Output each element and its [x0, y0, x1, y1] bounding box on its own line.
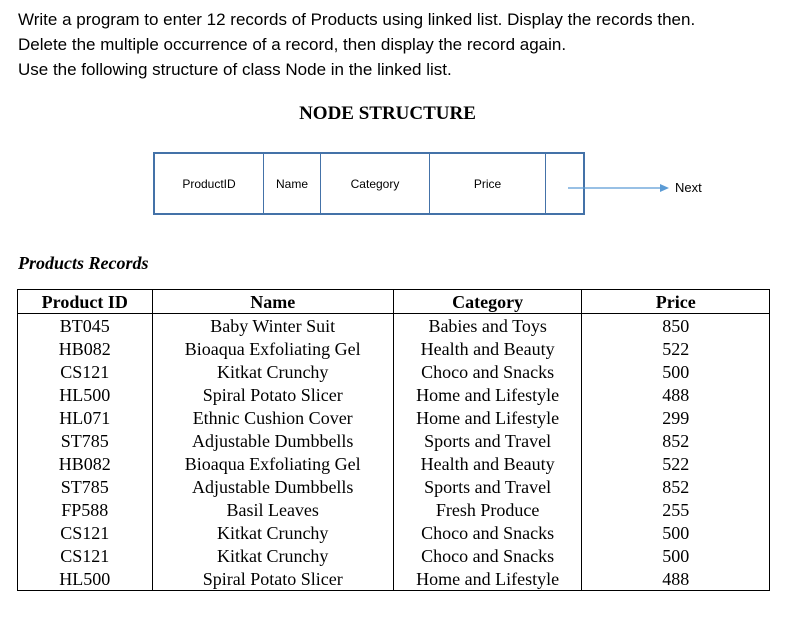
cell-name: Bioaqua Exfoliating Gel [152, 452, 393, 475]
column-header-price: Price [582, 290, 770, 314]
cell-name: Adjustable Dumbbells [152, 475, 393, 498]
instruction-line: Use the following structure of class Node in the linked list. [18, 60, 452, 79]
cell-name: Kitkat Crunchy [152, 360, 393, 383]
cell-name: Kitkat Crunchy [152, 544, 393, 567]
cell-price: 852 [582, 429, 770, 452]
table-row [18, 383, 770, 406]
cell-name: Ethnic Cushion Cover [152, 406, 393, 429]
cell-category: Choco and Snacks [393, 521, 582, 544]
table-row [18, 429, 770, 452]
instructions [18, 7, 778, 82]
cell-category: Choco and Snacks [393, 544, 582, 567]
instruction-line: Write a program to enter 12 records of Products using linked list. Display the records then. [18, 10, 696, 29]
cell-category: Health and Beauty [393, 452, 582, 475]
cell-price: 255 [582, 498, 770, 521]
cell-product-id: HB082 [18, 452, 153, 475]
cell-name: Spiral Potato Slicer [152, 383, 393, 406]
cell-price: 500 [582, 544, 770, 567]
node-field-name: Name [275, 176, 308, 191]
cell-price: 852 [582, 475, 770, 498]
table-row [18, 521, 770, 544]
cell-price: 850 [582, 314, 770, 338]
table-header-row [18, 290, 770, 314]
cell-price: 488 [582, 383, 770, 406]
cell-product-id: CS121 [18, 360, 153, 383]
cell-category: Health and Beauty [393, 337, 582, 360]
cell-category: Home and Lifestyle [393, 406, 582, 429]
table-row [18, 567, 770, 591]
cell-category: Sports and Travel [393, 429, 582, 452]
table-row [18, 314, 770, 338]
node-field-price: Price [473, 176, 502, 191]
cell-product-id: HL071 [18, 406, 153, 429]
cell-name: Basil Leaves [152, 498, 393, 521]
cell-product-id: ST785 [18, 429, 153, 452]
cell-product-id: ST785 [18, 475, 153, 498]
cell-product-id: CS121 [18, 544, 153, 567]
table-row [18, 498, 770, 521]
cell-price: 500 [582, 521, 770, 544]
cell-category: Sports and Travel [393, 475, 582, 498]
cell-price: 522 [582, 452, 770, 475]
cell-product-id: FP588 [18, 498, 153, 521]
table-row [18, 406, 770, 429]
products-table [17, 289, 770, 591]
cell-price: 500 [582, 360, 770, 383]
column-header-product-id: Product ID [18, 290, 153, 314]
table-row [18, 475, 770, 498]
cell-category: Home and Lifestyle [393, 567, 582, 591]
cell-product-id: HL500 [18, 567, 153, 591]
cell-price: 522 [582, 337, 770, 360]
table-row [18, 544, 770, 567]
next-arrow-icon [568, 181, 672, 195]
column-header-name: Name [152, 290, 393, 314]
cell-product-id: BT045 [18, 314, 153, 338]
products-records-heading: Products Records [18, 253, 149, 273]
cell-name: Adjustable Dumbbells [152, 429, 393, 452]
cell-name: Kitkat Crunchy [152, 521, 393, 544]
table-row [18, 452, 770, 475]
node-structure-title: NODE STRUCTURE [299, 103, 476, 124]
cell-name: Spiral Potato Slicer [152, 567, 393, 591]
cell-category: Choco and Snacks [393, 360, 582, 383]
table-row [18, 337, 770, 360]
cell-category: Home and Lifestyle [393, 383, 582, 406]
node-structure-diagram [153, 152, 585, 215]
cell-price: 488 [582, 567, 770, 591]
node-field-productid: ProductID [182, 176, 236, 191]
instruction-line: Delete the multiple occurrence of a record, then display the record again. [18, 35, 567, 54]
cell-product-id: HB082 [18, 337, 153, 360]
cell-category: Fresh Produce [393, 498, 582, 521]
cell-name: Bioaqua Exfoliating Gel [152, 337, 393, 360]
cell-category: Babies and Toys [393, 314, 582, 338]
table-row [18, 360, 770, 383]
cell-product-id: CS121 [18, 521, 153, 544]
next-pointer-label: Next [675, 180, 702, 195]
column-header-category: Category [393, 290, 582, 314]
node-field-category: Category [350, 176, 400, 191]
cell-price: 299 [582, 406, 770, 429]
cell-name: Baby Winter Suit [152, 314, 393, 338]
cell-product-id: HL500 [18, 383, 153, 406]
